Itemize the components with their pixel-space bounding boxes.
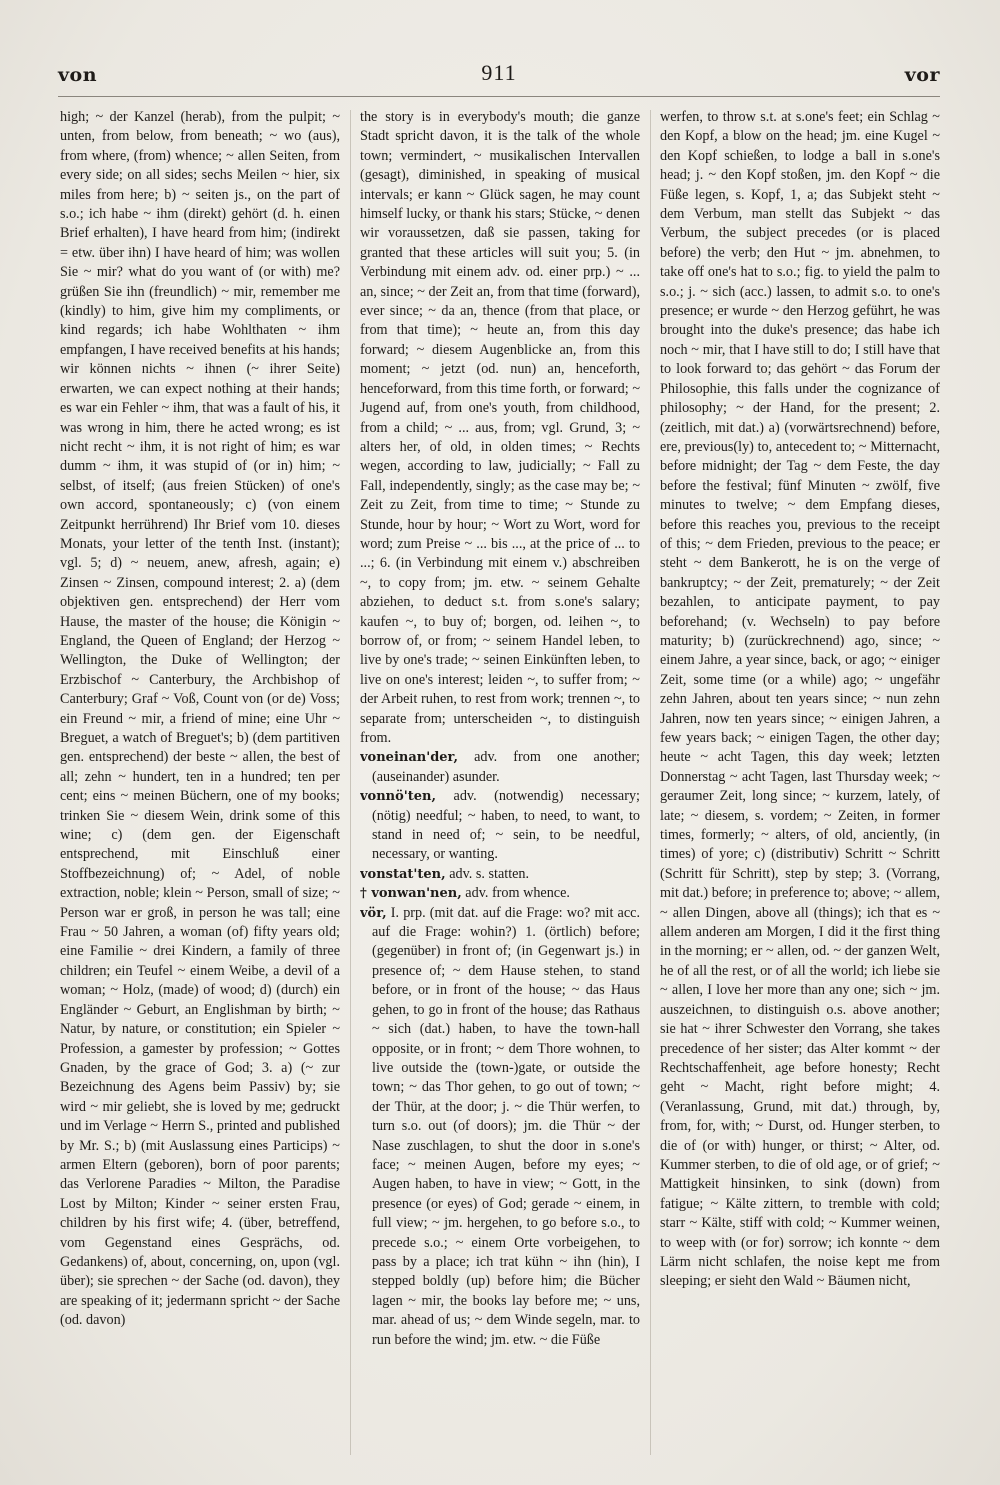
paragraph <box>60 108 340 1331</box>
headword: † vonwan'nen, <box>360 886 462 902</box>
entry-text: adv. (notwendig) necessary; (nötig) needful; ~ haben, to need, to want, to stand in need of; ~ sein, to be needful, necessary, or wanting. <box>372 788 640 863</box>
headword: vör, <box>360 905 387 921</box>
headword: vonstat'ten, <box>360 866 446 882</box>
running-head-left: von <box>58 64 98 86</box>
text-columns <box>60 108 942 1458</box>
headword: voneinan'der, <box>360 750 458 766</box>
dictionary-entry <box>360 904 640 1350</box>
paragraph <box>360 108 640 748</box>
header-rule <box>58 96 940 97</box>
entry-text: I. prp. (mit dat. auf die Frage: wo? mit acc. auf die Frage: wohin?) 1. (örtlich) before; (gegenüber) in front of; (in Gegenwart js.) in presence of; ~ dem Hause stehen, to stand before, or in front of the house; ~ das Haus gehen, to go in front of the house; das Rathaus ~ sich (dat.) haben, to have the town-hall opposite, or in front; ~ dem Thore wohnen, to live outside the (town-)gate, or outside the town; ~ das Thor gehen, to go out of town; ~ der Thür, at the door; j. ~ die Thür werfen, to turn s.o. out (of doors); jm. die Thür ~ der Nase zuschlagen, to shut the door in s.one's face; ~ meinen Augen, before my eyes; ~ Augen haben, to have in view; ~ Gott, in the presence (or eyes) of God; gerade ~ einem, in full view; ~ jm. hergehen, to go before s.o., to precede s.o.; ~ einem Orte vorbeigehen, to pass by a place; ich trat kühn ~ ihn (hin), I stepped boldly (up) before him; die Bücher lagen ~ mir, the books lay before me; ~ uns, mar. ahead of us; ~ dem Winde segeln, mar. to run before the wind; jm. etw. ~ die Füße <box>372 904 640 1348</box>
entry-text: adv. s. statten. <box>449 865 530 882</box>
paragraph-text: werfen, to throw s.t. at s.one's feet; ein Schlag ~ den Kopf, a blow on the head; jm. eine Kugel ~ den Kopf schießen, to lodge a ball in s.one's head; j. ~ den Kopf stoßen, jm. den Kopf ~ die Füße legen, s. Kopf, 1, a; das Subjekt steht ~ dem Verbum, man stellt das Subjekt ~ das Verbum, the subject precedes (or is placed before) the verb; den Hut ~ jm. abnehmen, to take off one's hat to s.o.; fig. to yield the palm to s.o.; j. ~ sich (acc.) lassen, to admit s.o. to one's presence; er wurde ~ den Herzog geführt, he was brought into the duke's presence; das habe ich noch ~ mir, that I have still to do; I still have that to look forward to; das gehört ~ das Forum der Philosophie, this falls under the cognizance of philosophy; ~ der Hand, for the present; 2. (zeitlich, mit dat.) a) (vorwärtsrechnend) before, ere, previous(ly) to, antecedent to; ~ Mitternacht, before midnight; der Tag ~ dem Feste, the day before the festival; fünf Minuten ~ zwölf, five minutes to twelve; ~ dem Empfang dieses, before this reaches you, previous to the receipt of this; ~ dem Frieden, previous to the peace; er steht ~ dem Bankerott, he is on the verge of bankruptcy; ~ der Zeit, prematurely; ~ der Zeit bezahlen, to anticipate payment, to pay beforehand; (v. Wechseln) to pay before maturity; b) (zurückrechnend) ago, since; ~ einem Jahre, a year since, back, or ago; ~ einiger Zeit, some time (or a while) ago; ~ ungefähr zehn Jahren, about ten years since; ~ nun zehn Jahren, now ten years since; ~ einigen Jahren, a few years back; ~ einigen Tagen, the other day; heute ~ acht Tagen, this day week; letzten Donnerstag ~ acht Tagen, last Thursday week; ~ geraumer Zeit, long since; ~ kurzem, lately, of late; ~ diesem, s. vordem; ~ Zeiten, in former times, formerly; ~ alters, of old, anciently, (in times) of yore; c) (distributiv) Schritt ~ Schritt (Schritt für Schritt), step by step; 3. (Vorrang, mit dat.) before; in preference to; above; ~ allem, ~ allen Dingen, above all (things); ich that es ~ allem anderen am Morgen, I did it the first thing in the morning; er ~ allen, od. ~ der ganzen Welt, he of all the rest, or of all the world; ich liebe sie ~ allen, I love her more than any one; sich ~ jm. auszeichnen, to distinguish o.s. above another; sie hat ~ ihrer Schwester den Vorrang, she takes precedence of her sister; das Alter kommt ~ der Rechtschaffenheit, age before honesty; Recht geht ~ Macht, right before might; 4. (Veranlassung, Grund, mit dat.) through, by, from, for, with; ~ Durst, od. Hunger sterben, to die of (or with) hunger, or thirst; ~ Alter, od. Kummer sterben, to die of old age, or of grief; ~ Mattigkeit hinsinken, to sink (down) from fatigue; ~ Kälte zittern, to tremble with cold; starr ~ Kälte, stiff with cold; ~ Kummer weinen, to weep with (or for) sorrow; ich konnte ~ dem Lärm nicht schlafen, the noise kept me from sleeping; er sieht den Wald ~ Bäumen nicht, <box>660 109 940 1290</box>
running-head-right: vor <box>904 64 940 86</box>
paragraph-text: the story is in everybody's mouth; die ganze Stadt spricht davon, it is the talk of the whole town; vermindert, ~ musikalischen Intervallen (gesagt), diminished, in speaking of musical intervals; er kann ~ Glück sagen, he may count himself lucky, or thank his stars; Stücke, ~ denen wir voraussetzen, daß sie passen, taking for granted that these articles will suit you; 5. (in Verbindung mit einem adv. od. einer prp.) ~ ... an, since; ~ der Zeit an, from that time (forward), ever since; ~ da an, thence (from that place, or from that time); ~ heute an, from this day forward; ~ diesem Augenblicke an, from this moment; ~ jetzt (od. nun) an, henceforth, henceforward, from this time forth, or forward; ~ Jugend auf, from one's youth, from childhood, from a child; ~ ... aus, from; vgl. Grund, 3; ~ alters her, of old, in olden times; ~ Rechts wegen, according to law, judicially; ~ Fall zu Fall, independently, singly; as the case may be; ~ Zeit zu Zeit, from time to time; ~ Stunde zu Stunde, hour by hour; ~ Wort zu Wort, word for word; zum Preise ~ ... bis ..., at the price of ... to ...; 6. (in Verbindung mit einem v.) abschreiben ~, to copy from; jm. etw. ~ seinem Gehalte abziehen, to deduct s.t. from s.one's salary; kaufen ~, to buy of; borgen, od. leihen ~, to borrow of, or from; ~ seinem Handel leben, to live by one's trade; ~ seinen Einkünften leben, to live on one's interest; leiden ~, to suffer from; ~ der Arbeit ruhen, to rest from work; trennen ~, to separate from; unterscheiden ~, to distinguish from. <box>360 109 640 746</box>
dictionary-entry <box>360 884 640 903</box>
column-1 <box>60 108 340 1458</box>
column-2 <box>360 108 640 1458</box>
dictionary-entry <box>360 865 640 884</box>
column-3 <box>660 108 940 1458</box>
paragraph-text: high; ~ der Kanzel (herab), from the pulpit; ~ unten, from below, from beneath; ~ wo (aus), from where, (from) whence; ~ allen Seiten, from every side; on all sides; sechs Meilen ~ hier, six miles from here; b) ~ seiten js., on the part of s.o.; ich habe ~ ihm (direkt) gehört (d. h. einen Brief erhalten), I have heard from him; (indirekt = etw. über ihn) I have heard of him; was wollen Sie ~ mir? what do you want of (or with) me? grüßen Sie ihn (freundlich) ~ mir, remember me (kindly) to him, give him my compliments, or kind regards; ich habe Wohlthaten ~ ihm empfangen, I have received benefits at his hands; wir können nichts ~ ihnen (~ ihrer Seite) erwarten, we can expect nothing at their hands; es war ein Fehler ~ ihm, that was a fault of his, it was wrong in him, there he acted wrong; es ist nicht recht ~ ihm, it is not right of him; es war dumm ~ ihm, it was stupid of (or in) him; ~ selbst, of itself; (aus freien Stücken) of one's own accord, spontaneously; c) (von einem Zeitpunkt herrührend) Ihr Brief vom 10. dieses Monats, your letter of the tenth Inst. (instant); vgl. 5; d) ~ neuem, anew, afresh, again; e) Zinsen ~ Zinsen, compound interest; 2. a) (dem objektiven gen. entsprechend) der Herr vom Hause, the master of the house; die Königin ~ England, the Queen of England; der Herzog ~ Wellington, the Duke of Wellington; der Erzbischof ~ Canterbury, the Archbishop of Canterbury; Graf ~ Voß, Count von (or de) Voss; ein Freund ~ mir, a friend of mine; eine Uhr ~ Breguet, a watch of Breguet's; b) (dem partitiven gen. entsprechend) der beste ~ allen, the best of all; zehn ~ hundert, ten in a hundred; ten per cent; eins ~ meinen Büchern, one of my books; trinken Sie ~ diesem Wein, drink some of this wine; c) (dem gen. der Eigenschaft entsprechend, mit Einschluß einer Stoffbezeichnung) of; ~ Adel, of noble extraction, noble; klein ~ Person, small of size; ~ Person war er groß, in person he was tall; eine Frau ~ 50 Jahren, a woman (of) fifty years old; eine Familie ~ drei Kindern, a family of three children; ein Teufel ~ einem Weibe, a devil of a woman; ~ Holz, (made) of wood; d) (durch) ein Engländer ~ Geburt, an Englishman by birth; ~ Natur, by nature, or constitution; ein Spieler ~ Profession, a gamester by profession; ~ Gottes Gnaden, by the grace of God; 3. a) (~ zur Bezeichnung des Agens beim Passiv) by; sie wird ~ mir geliebt, she is loved by me; gedruckt und im Verlage ~ Herrn S., printed and published by Mr. S.; b) (mit Auslassung eines Particips) ~ armen Eltern (geboren), born of poor parents; das Verlorene Paradies ~ Milton, the Paradise Lost by Milton; Kinder ~ seiner ersten Frau, children by his first wife; 4. (über, betreffend, vom Gegenstand eines Gesprächs, od. Gedankens) of, about, concerning, on, upon (vgl. über); sie sprechen ~ der Sache (od. davon), they are speaking of it; jedermann spricht ~ der Sache (od. davon) <box>60 109 340 1329</box>
dictionary-entry <box>360 748 640 787</box>
headword: vonnö'ten, <box>360 789 437 805</box>
page-number: 911 <box>481 60 517 85</box>
entry-text: adv. from whence. <box>465 885 570 902</box>
entry-text: adv. from one another; (auseinander) asunder. <box>372 749 640 785</box>
page-header <box>58 58 940 92</box>
paragraph <box>660 108 940 1292</box>
dictionary-entry <box>360 787 640 865</box>
